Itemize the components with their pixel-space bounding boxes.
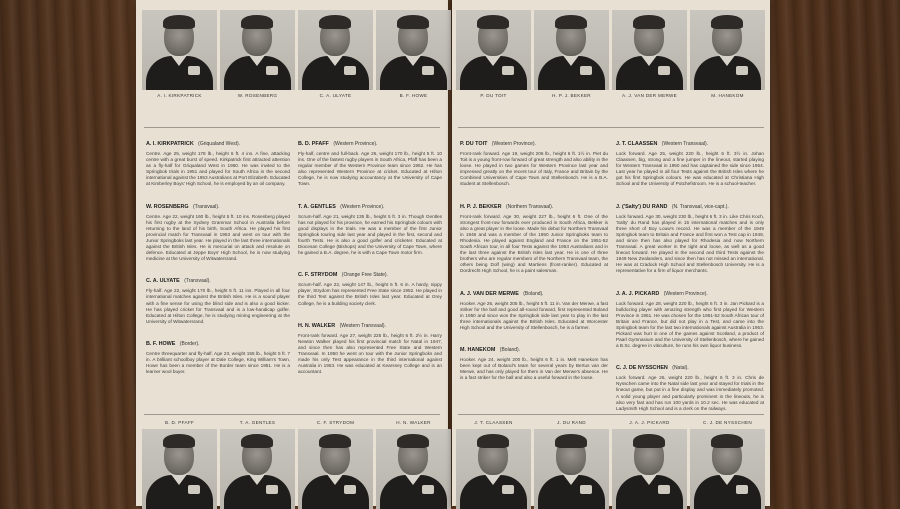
bio-name: H. N. WALKER bbox=[298, 322, 336, 329]
player-caption: A. J. VAN DER MERWE bbox=[621, 93, 678, 98]
bio-name: J. ('Salty') DU RAND bbox=[616, 203, 668, 210]
bio-province: (Western Transvaal). bbox=[661, 141, 709, 147]
player-photo bbox=[690, 429, 765, 509]
bio-text: Hooker. Age 26, weight 205 lb., height 5 ft. 11 in. Van der Merwe, a fast striker for the ball and good all-round forward, first represented Boland in 1950 and since won the Springbok side last year to play in the last three internationals against the British Isles. Educated at Worcester High School and the University of Stellenbosch, he is a farmer. bbox=[460, 300, 608, 330]
player-photo bbox=[612, 429, 687, 509]
bio-province: (Transvaal). bbox=[192, 203, 220, 210]
player-card bbox=[298, 10, 373, 98]
bio-province: (Griqualand West). bbox=[198, 141, 241, 147]
player-photo bbox=[142, 10, 217, 90]
bio-name: B. F. HOWE bbox=[146, 340, 176, 347]
player-card bbox=[298, 420, 373, 509]
player-photo bbox=[534, 10, 609, 90]
player-photo bbox=[220, 10, 295, 90]
bio-text: Front-rank forward. Age 19, weight 206 lb., height 6 ft. 1½ in. Piet du Toit is a young front-row forward of great strength and also ability in the loose. He played in two games for Western Province last year and impressed greatly on the recent tour of Italy, France and Britain by the Combined Universities of Cape Town and Stellenbosch. He is a B.A. student at Stellenbosch. bbox=[460, 151, 608, 187]
right-top-photo-row bbox=[456, 10, 765, 98]
bio-name: T. A. GENTLES bbox=[298, 203, 336, 210]
bio-name: J. A. J. PICKARD bbox=[616, 290, 660, 297]
player-card bbox=[142, 420, 217, 509]
player-bio bbox=[298, 263, 442, 306]
bio-name: A. J. VAN DER MERWE bbox=[460, 290, 519, 297]
player-bio bbox=[616, 132, 764, 188]
right-bio-columns bbox=[460, 132, 764, 419]
divider bbox=[458, 414, 764, 415]
left-bottom-photo-row bbox=[142, 420, 451, 509]
player-card bbox=[142, 10, 217, 98]
player-bio bbox=[298, 195, 442, 257]
left-bio-columns bbox=[146, 132, 442, 382]
player-photo bbox=[534, 429, 609, 509]
player-card bbox=[534, 10, 609, 98]
bio-text: Lock forward. Age 25, weight 220 lb., height 6 ft. 3½ in. Johan Claassen, big, strong and a fine jumper in the lineout, started playing for Western Transvaal in 1950 and has captained the side since 1954. Last year he played in all four Tests against the British Isles where he got his first Springbok colours. He was educated at Christiana High School and the University of Potchefstroom. He is a school-teacher. bbox=[616, 151, 764, 187]
player-caption: C. A. ULYATE bbox=[319, 93, 352, 98]
bio-text: Lock forward. Age 28, weight 220 lb., height 6 ft. 3 in. Jan Pickard is a bulldozing player with amazing strength who first played for Western Province in 1951. He was chosen for the 1951-52 South African tour of Britain and France, but did not play in a Test, and came into the Springbok team for the last two internationals against Australia in 1953. Pickard was hurt in one of the games against Scotland, a product of Paarl Gymnasium and the University of Stellenbosch, where he gained a B.Sc. degree in viticulture, he runs his own liquor business. bbox=[616, 300, 764, 349]
player-bio bbox=[298, 314, 442, 376]
player-bio bbox=[146, 132, 290, 188]
player-photo bbox=[142, 429, 217, 509]
right-page bbox=[452, 0, 770, 506]
player-photo bbox=[298, 10, 373, 90]
bio-name: C. J. DE NYSSCHEN bbox=[616, 365, 668, 372]
bio-name: W. ROSENBERG bbox=[146, 203, 189, 210]
player-photo bbox=[456, 429, 531, 509]
player-bio bbox=[460, 132, 608, 188]
bio-column bbox=[460, 132, 608, 419]
bio-column bbox=[616, 132, 764, 419]
player-bio bbox=[616, 195, 764, 275]
player-caption: M. HANEKOM bbox=[711, 93, 744, 98]
bio-name: H. P. J. BEKKER bbox=[460, 203, 502, 210]
bio-text: Front-rank forward. Age 27, weight 225 lb., height 6 ft. 2½ in. Harry Newton Walker played his first provincial match for Natal in 1947, and since then has also represented Free State and Western Transvaal. In 1950 he went on tour with the Junior Springboks and made his only Test appearance in the third international against Australia in 1953. He was educated at Kearsney College and is an accountant. bbox=[298, 332, 442, 375]
bio-province: (Western Province). bbox=[663, 290, 708, 297]
player-card bbox=[690, 10, 765, 98]
player-caption: J. T. CLAASSEN bbox=[474, 420, 513, 425]
bio-text: Lock forward. Age 26, weight 220 lb., height 6 ft. 3 in. Chris de Nysschen came into the Natal side last year and stayed for trials in the lineout game, but put in a fine display and was immediately promoted. A solid young player and particularly prominent in the lineouts, he is also very fast and has run 100 yards in 10.2 sec. He was educated at Ladysmith High School and is a clerk on the railways. bbox=[616, 375, 764, 411]
divider bbox=[144, 414, 440, 415]
player-photo bbox=[220, 429, 295, 509]
bio-province: (Orange Free State). bbox=[341, 272, 388, 279]
player-caption: B. D. PFAFF bbox=[164, 420, 195, 425]
divider bbox=[458, 127, 764, 128]
bio-column bbox=[146, 132, 290, 382]
bio-name: M. HANEKOM bbox=[460, 346, 496, 353]
bio-text: Front-rank forward. Age 30, weight 227 lb., height 6 ft. One of the strongest front-row forwards ever produced in South Africa, Bekker is also a great player in the loose. Made his debut for Northern Transvaal in 1946 and was a member of the 1950 Junior Springboks team to Rhodesia. He played against England and France on the 1951-52 South African tour, in all four Tests against the 1953 Australians and in the last three against the British Isles last year. He is one of three brothers who are regular members of the Northern Transvaal team, the others being Dolf (wing) and Martiens (front-ranker). Educated at Dordrecht High School, he is a paint salesman. bbox=[460, 213, 608, 274]
player-caption: C. J. DE NYSSCHEN bbox=[702, 420, 752, 425]
player-bio bbox=[616, 282, 764, 350]
bio-name: B. D. PFAFF bbox=[298, 141, 329, 147]
player-caption: P. DU TOIT bbox=[480, 93, 507, 98]
bio-text: Scrum-half. Age 22, weight 147 lb., height 5 ft. 6 in. A hardy, nippy player, Strydom has represented Free State since 1952. He played in the third Test against the British Isles last year. Educated at Grey College, he is a building society clerk. bbox=[298, 282, 442, 306]
bio-province: (Western Province). bbox=[340, 203, 385, 210]
player-card bbox=[612, 10, 687, 98]
player-card bbox=[456, 420, 531, 509]
player-bio bbox=[146, 195, 290, 263]
player-caption: J. DU RAND bbox=[557, 420, 586, 425]
player-card bbox=[534, 420, 609, 509]
bio-province: (Northern Transvaal). bbox=[506, 203, 554, 210]
player-card bbox=[376, 10, 451, 98]
player-card bbox=[612, 420, 687, 509]
player-card bbox=[220, 420, 295, 509]
bio-text: Lock forward. Age 30, weight 230 lb., height 6 ft. 3 in. Like Chris Koch, 'Salty' du Rand has played in 15 international matches and is only three short of Boy Louw's record. He was a member of the 1949 Springbok team to Britain and France and first won a Test cap in 1949, and since then has also played for Rhodesia and now Northern Transvaal. A great worker in the tight and loose, as well as a good lineout forward. He played in the second and third Tests against the 1949 New Zealanders, and since then has not missed an international. He was at Cradock High School and Stellenbosch University. He is a representative for a firm of liquor merchants. bbox=[616, 213, 764, 274]
player-card bbox=[690, 420, 765, 509]
bio-province: (Natal). bbox=[672, 365, 689, 372]
player-photo bbox=[376, 10, 451, 90]
bio-province: (Transvaal). bbox=[184, 278, 211, 285]
bio-text: Hooker. Age 24, weight 200 lb., height 6 ft. 1 in. Melt Hanekom has been kept out of Boland's team for several years by Bertus van der Merwe, and has only played for them in Van der Merwe's absence. He is a fast striker for the ball and also a useful forward in the loose. bbox=[460, 356, 608, 381]
player-caption: B. F. HOWE bbox=[399, 93, 428, 98]
bio-province: (Western Transvaal). bbox=[339, 322, 386, 329]
bio-province: (Border). bbox=[179, 340, 200, 347]
player-caption: J. A. J. PICKARD bbox=[629, 420, 670, 425]
player-caption: H. P. J. BEKKER bbox=[552, 93, 591, 98]
bio-province: (N. Transvaal, vice-capt.). bbox=[671, 203, 729, 210]
player-bio bbox=[616, 356, 764, 412]
player-bio bbox=[460, 195, 608, 275]
bio-name: P. DU TOIT bbox=[460, 141, 488, 147]
player-caption: A. I. KIRKPATRICK bbox=[157, 93, 202, 98]
player-bio bbox=[146, 269, 290, 325]
bio-province: (Western Province). bbox=[491, 141, 536, 147]
left-top-photo-row bbox=[142, 10, 451, 98]
player-caption: C. F. STRYDOM bbox=[316, 420, 355, 425]
player-bio bbox=[460, 338, 608, 381]
bio-name: A. I. KIRKPATRICK bbox=[146, 141, 194, 147]
bio-text: Fly-half, centre and full-back. Age 26, weight 170 lb., height 5 ft. 10 ins. One of the fastest rugby players in South Africa, Pfaff has been a regular member of the Western Province team since 1952. He has also represented Western Province at cricket. Educated at Hilton College, he is now studying accountancy at the University of Cape Town. bbox=[298, 151, 442, 187]
bio-name: J. T. CLAASSEN bbox=[616, 141, 658, 147]
bio-name: C. F. STRYDOM bbox=[298, 272, 338, 279]
player-photo bbox=[298, 429, 373, 509]
bio-text: Centre. Age 22, weight 160 lb., height 5 ft. 10 ins. Rosenberg played his first rugby at the Sydney Grammar School in Australia before returning to the land of his birth, South Africa. He played his first provincial match for Transvaal in 1953 and went on tour with the Junior Springboks last year. He played in the last three internationals against the British Isles. He is mercurial on attack and resolute on defence. Educated at Jeppe Boys' High School, he is now studying medicine at the University of Witwatersrand. bbox=[146, 213, 290, 262]
bio-province: (Boland). bbox=[499, 346, 521, 353]
bio-text: Scrum-half. Age 21, weight 135 lb., height 5 ft. 3 in. Though Gentles has not played for his province, he earned his Springbok colours with good displays in the trials. He was a member of the first Junior Springbok touring side last year and played in the first, second and fourth Tests. He is also a good golfer and cricketer. Educated at Diocesan College (Bishops) and the University of Cape Town, where he gained a B.A. degree, he is with a Cape Town motor firm. bbox=[298, 213, 442, 256]
player-caption: T. A. GENTLES bbox=[239, 420, 276, 425]
divider bbox=[144, 127, 440, 128]
player-photo bbox=[456, 10, 531, 90]
bio-province: (Boland). bbox=[523, 290, 544, 297]
player-bio bbox=[298, 132, 442, 188]
player-photo bbox=[690, 10, 765, 90]
player-caption: W. ROSENBERG bbox=[237, 93, 278, 98]
bio-column bbox=[298, 132, 442, 382]
bio-text: Centre threequarter and fly-half. Age 23, weight 155 lb., height 5 ft. 7 in. A brilliant schoolboy player at Dale College, King William's Town, Howe has been a member of the Border team since 1951. He is a learner wool buyer. bbox=[146, 350, 290, 375]
left-page bbox=[136, 0, 448, 506]
bio-text: Fly-half. Age 22, weight 170 lb., height 5 ft. 11 ins. Played in all four international matches against the British Isles. He is a sound player with a fine sense for using the blind side and is also a good kicker. He has played cricket for Transvaal and is a low-handicap golfer. Educated at Hilton College, he is studying mining engineering at the University of Witwatersrand. bbox=[146, 288, 290, 324]
player-photo bbox=[376, 429, 451, 509]
player-caption: H. N. WALKER bbox=[396, 420, 431, 425]
bio-name: C. A. ULYATE bbox=[146, 278, 180, 285]
player-card bbox=[376, 420, 451, 509]
player-photo bbox=[612, 10, 687, 90]
player-bio bbox=[460, 282, 608, 331]
right-bottom-photo-row bbox=[456, 420, 765, 509]
player-card bbox=[220, 10, 295, 98]
bio-province: (Western Province). bbox=[333, 141, 378, 147]
player-card bbox=[456, 10, 531, 98]
player-bio bbox=[146, 332, 290, 375]
bio-text: Centre. Age 25, weight 178 lb., height 6 ft. 4 ins. A fine, attacking centre with a great burst of speed. Kirkpatrick first attracted attention as a fly-half for Griqualand West in 1950. He was invited to the Springbok trials in 1951 and played for South Africa in the second international against the 1953 Australians at Port Elizabeth. Educated at Kimberley Boys' High School, he is employed by an oil company. bbox=[146, 151, 290, 187]
